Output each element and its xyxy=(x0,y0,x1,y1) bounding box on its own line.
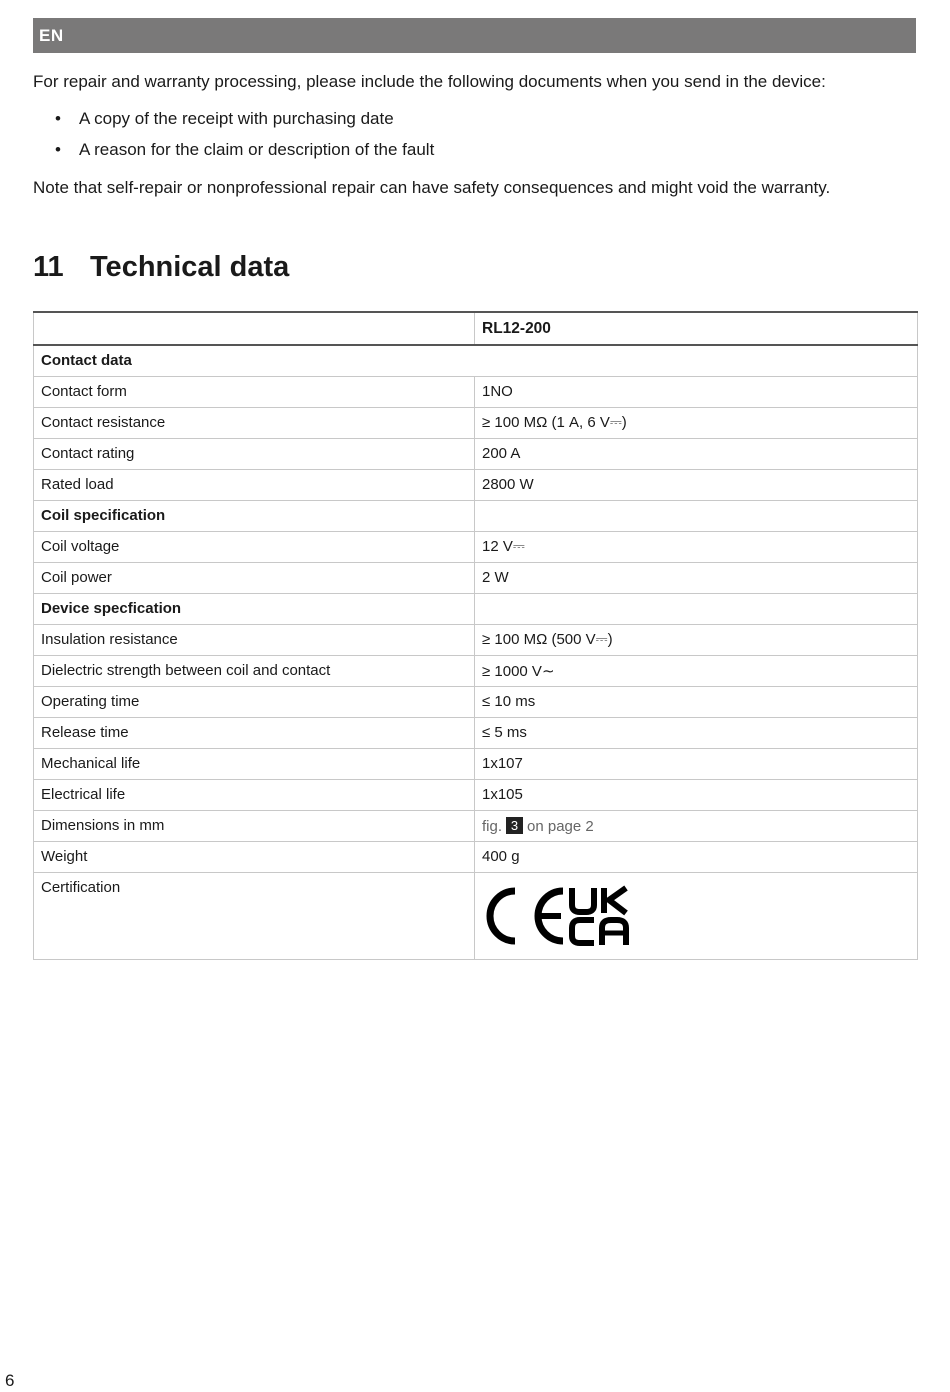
row-value: 1NO xyxy=(475,376,918,407)
row-value: ≥ 100 MΩ (500 V⎓) xyxy=(475,624,918,655)
table-row xyxy=(34,717,918,748)
table-row xyxy=(34,469,918,500)
row-label: Dielectric strength between coil and contact xyxy=(34,655,475,686)
page-number: 6 xyxy=(5,1371,15,1390)
row-label: Coil voltage xyxy=(34,531,475,562)
table-row xyxy=(34,407,918,438)
row-label: Rated load xyxy=(34,469,475,500)
row-value xyxy=(475,872,918,959)
table-header-row xyxy=(34,312,918,345)
table-row xyxy=(34,438,918,469)
row-value: ≥ 1000 V∼ xyxy=(475,655,918,686)
certification-logos xyxy=(482,885,910,947)
table-row xyxy=(34,624,918,655)
intro-paragraph: For repair and warranty processing, please include the following documents when you send in the device: xyxy=(33,72,826,91)
figure-suffix: on page 2 xyxy=(527,817,594,835)
row-label: Contact form xyxy=(34,376,475,407)
row-value: 2 W xyxy=(475,562,918,593)
table-row xyxy=(34,841,918,872)
row-value xyxy=(475,810,918,841)
table-row xyxy=(34,562,918,593)
row-label: Coil power xyxy=(34,562,475,593)
row-label: Release time xyxy=(34,717,475,748)
group-label: Contact data xyxy=(34,345,918,376)
table-group-row xyxy=(34,345,918,376)
table-group-row xyxy=(34,500,918,531)
row-value xyxy=(475,593,918,624)
table-group-row xyxy=(34,593,918,624)
table-row xyxy=(34,531,918,562)
list-item: • A copy of the receipt with purchasing date xyxy=(55,109,394,128)
table-row xyxy=(34,810,918,841)
table-header-empty xyxy=(34,312,475,345)
table-row xyxy=(34,748,918,779)
ukca-mark-icon xyxy=(568,885,632,947)
row-value xyxy=(475,500,918,531)
row-label: Mechanical life xyxy=(34,748,475,779)
row-label: Operating time xyxy=(34,686,475,717)
section-heading xyxy=(33,250,289,284)
warranty-note: Note that self-repair or nonprofessional repair can have safety consequences and might void the warranty. xyxy=(33,178,831,197)
row-label: Electrical life xyxy=(34,779,475,810)
list-item-text: A copy of the receipt with purchasing date xyxy=(79,109,394,128)
row-label: Contact resistance xyxy=(34,407,475,438)
row-value: 2800 W xyxy=(475,469,918,500)
figure-prefix: fig. xyxy=(482,817,503,835)
row-value: ≥ 100 MΩ (1 A, 6 V⎓) xyxy=(475,407,918,438)
table-row xyxy=(34,872,918,959)
row-value: ≤ 10 ms xyxy=(475,686,918,717)
row-value: 1x105 xyxy=(475,779,918,810)
table-row xyxy=(34,686,918,717)
row-value: ≤ 5 ms xyxy=(475,717,918,748)
list-item-text: A reason for the claim or description of the fault xyxy=(79,140,435,159)
table-row xyxy=(34,779,918,810)
row-value: 12 V⎓ xyxy=(475,531,918,562)
technical-data-table xyxy=(33,311,918,960)
row-value: 400 g xyxy=(475,841,918,872)
list-item: • A reason for the claim or description of the fault xyxy=(55,140,435,159)
dimensions-label: Dimensions in mm xyxy=(41,817,165,834)
language-header-bar xyxy=(33,18,916,53)
group-label: Device specfication xyxy=(34,593,475,624)
row-label: Certification xyxy=(34,872,475,959)
section-number: 11 xyxy=(33,251,64,283)
table-row xyxy=(34,376,918,407)
row-value: 1x107 xyxy=(475,748,918,779)
group-label: Coil specification xyxy=(34,500,475,531)
figure-number-badge: 3 xyxy=(506,817,523,834)
document-list xyxy=(33,108,916,170)
row-value: 200 A xyxy=(475,438,918,469)
row-label: Weight xyxy=(34,841,475,872)
table-header-model: RL12-200 xyxy=(475,312,918,345)
row-label: Insulation resistance xyxy=(34,624,475,655)
language-code: EN xyxy=(39,25,64,45)
row-label: Contact rating xyxy=(34,438,475,469)
section-title: Technical data xyxy=(90,251,290,283)
ce-mark-icon xyxy=(482,885,568,947)
row-label xyxy=(34,810,475,841)
table-row xyxy=(34,655,918,686)
